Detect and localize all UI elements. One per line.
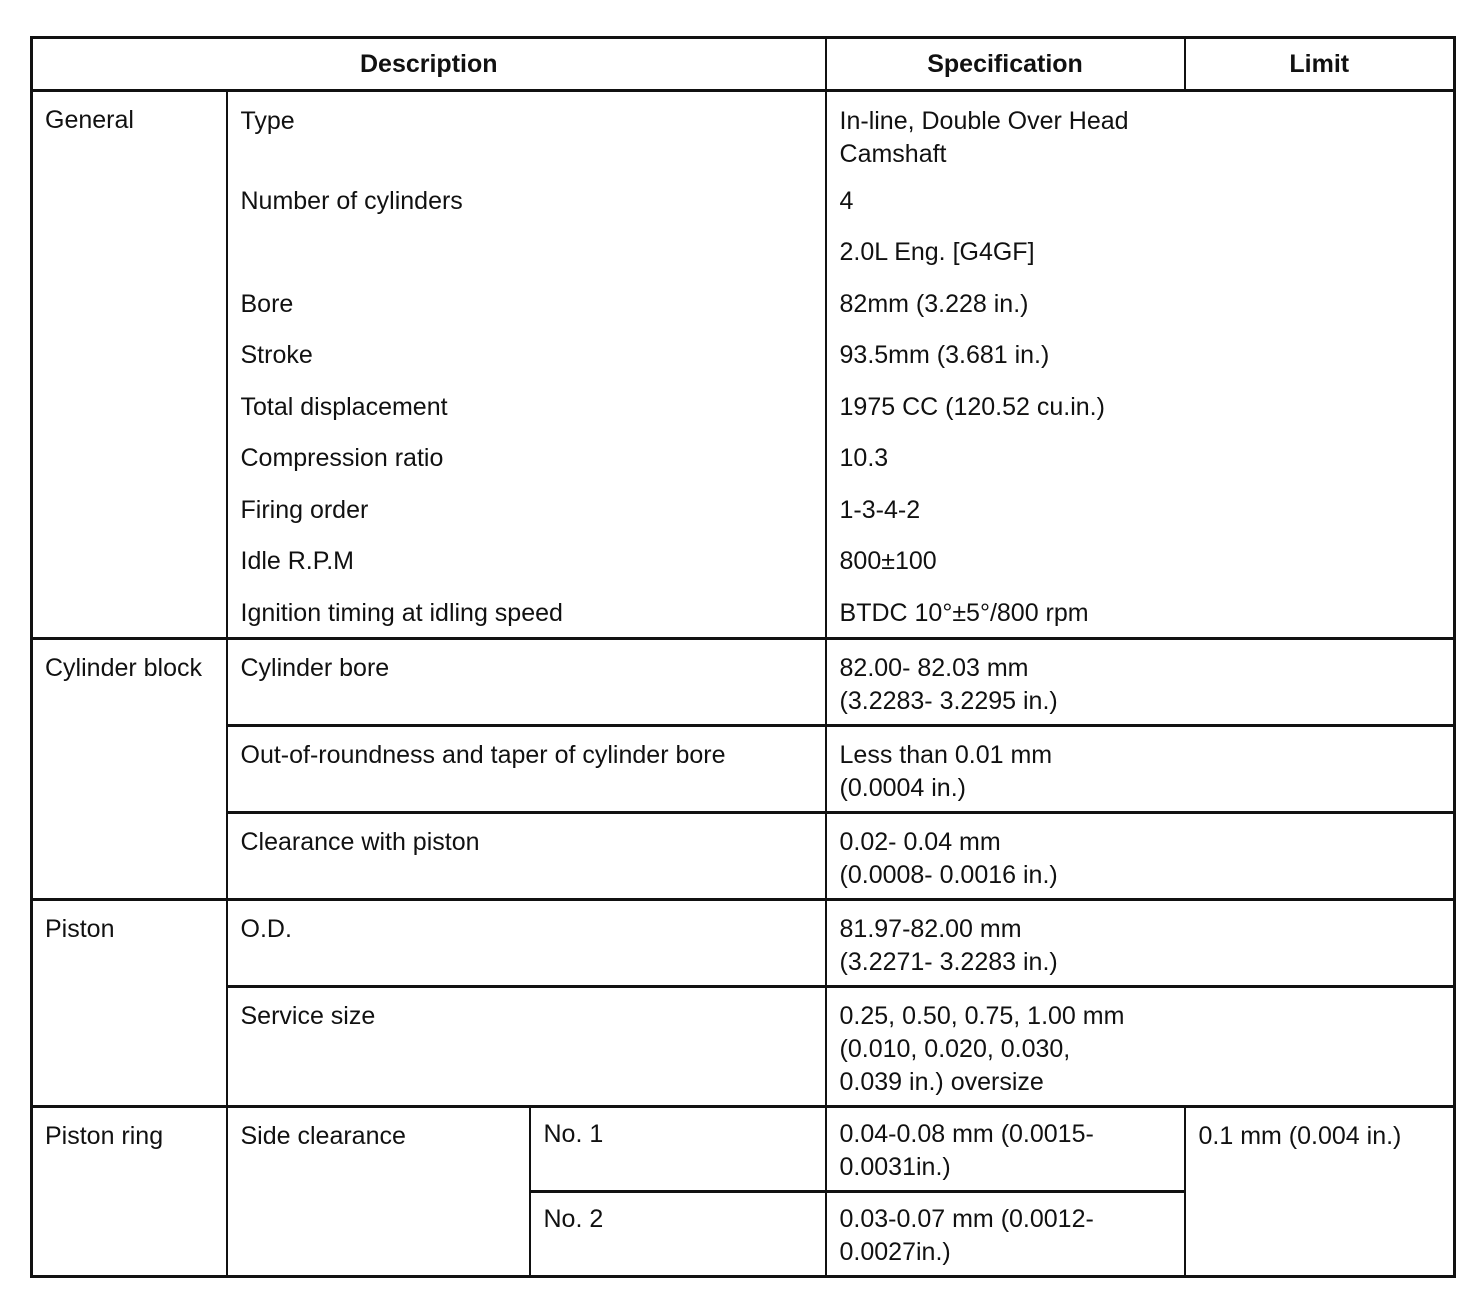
row-description: Clearance with piston [227,812,826,899]
spec-line: 0.02- 0.04 mm [839,827,1001,856]
spec-line: 81.97-82.00 mm [839,914,1022,943]
table-row [32,535,1455,587]
row-description: Compression ratio [227,432,826,484]
row-description: O.D. [227,899,826,986]
row-specification [826,812,1455,899]
spec-line: (0.010, 0.020, 0.030, [839,1034,1071,1063]
spec-line: In-line, Double Over Head [839,107,1129,135]
table-row [32,91,1455,175]
table-row [32,986,1455,1106]
row-specification [826,638,1455,725]
row-specification: BTDC 10°±5°/800 rpm [826,587,1455,639]
row-description: Ignition timing at idling speed [227,587,826,639]
spec-line: 82.00- 82.03 mm [839,653,1029,682]
row-description: Out-of-roundness and taper of cylinder bore [227,725,826,812]
table-row [32,381,1455,433]
row-description: Type [227,91,826,175]
row-specification: 10.3 [839,444,889,472]
table-row [32,638,1455,725]
spec-line: (3.2271- 3.2283 in.) [839,947,1058,976]
row-specification [826,986,1455,1106]
table-row [32,432,1455,484]
row-specification: 800±100 [839,547,937,575]
spec-line: 0.0031in.) [839,1152,951,1181]
ring-number: No. 1 [530,1106,826,1191]
header-specification: Specification [826,38,1185,91]
row-description: Bore [227,278,826,330]
spec-line: 0.03-0.07 mm (0.0012- [839,1204,1094,1233]
table-row [32,175,1455,227]
spec-line: 0.039 in.) oversize [839,1067,1044,1096]
row-description: Service size [227,986,826,1106]
row-specification [826,725,1455,812]
row-limit: 0.1 mm (0.004 in.) [1185,1106,1455,1276]
row-specification: 82mm (3.228 in.) [839,289,1029,318]
row-description: Firing order [227,484,826,536]
table-row [32,812,1455,899]
table-row [32,587,1455,639]
spec-line: 0.04-0.08 mm (0.0015- [839,1119,1094,1148]
header-row [32,38,1455,91]
table-row [32,725,1455,812]
engine-spec-table [30,36,1456,1278]
category-cylinder-block: Cylinder block [32,638,227,899]
table-row [32,1106,1455,1191]
table-row [32,278,1455,330]
category-piston: Piston [32,899,227,1106]
row-specification: 1-3-4-2 [839,495,921,524]
spec-line: (0.0008- 0.0016 in.) [839,860,1058,889]
row-specification: 4 [839,186,854,215]
table-row [32,484,1455,536]
row-specification [826,91,1455,175]
table-row [32,899,1455,986]
category-piston-ring: Piston ring [32,1106,227,1276]
spec-line: 0.25, 0.50, 0.75, 1.00 mm [839,1001,1125,1030]
row-specification [826,899,1455,986]
row-specification: 93.5mm (3.681 in.) [839,341,1050,369]
spec-line: Less than 0.01 mm [839,740,1053,769]
row-description: Total displacement [227,381,826,433]
table-row [32,226,1455,278]
spec-line: Camshaft [839,140,947,168]
row-specification [826,1106,1185,1191]
spec-line: (0.0004 in.) [839,773,966,802]
header-description: Description [32,38,826,91]
table-row [32,329,1455,381]
row-description: Stroke [227,329,826,381]
row-description: Cylinder bore [227,638,826,725]
row-description: Idle R.P.M [227,535,826,587]
spec-line: (3.2283- 3.2295 in.) [839,686,1058,715]
spec-line: 0.0027in.) [839,1237,951,1266]
row-specification: 1975 CC (120.52 cu.in.) [839,392,1105,421]
row-description [227,226,826,278]
row-description: Number of cylinders [227,175,826,227]
header-limit: Limit [1185,38,1455,91]
category-general: General [32,91,227,639]
row-specification: 2.0L Eng. [G4GF] [839,238,1035,266]
side-clearance-label: Side clearance [227,1106,530,1276]
row-specification [826,1191,1185,1276]
ring-number: No. 2 [530,1191,826,1276]
